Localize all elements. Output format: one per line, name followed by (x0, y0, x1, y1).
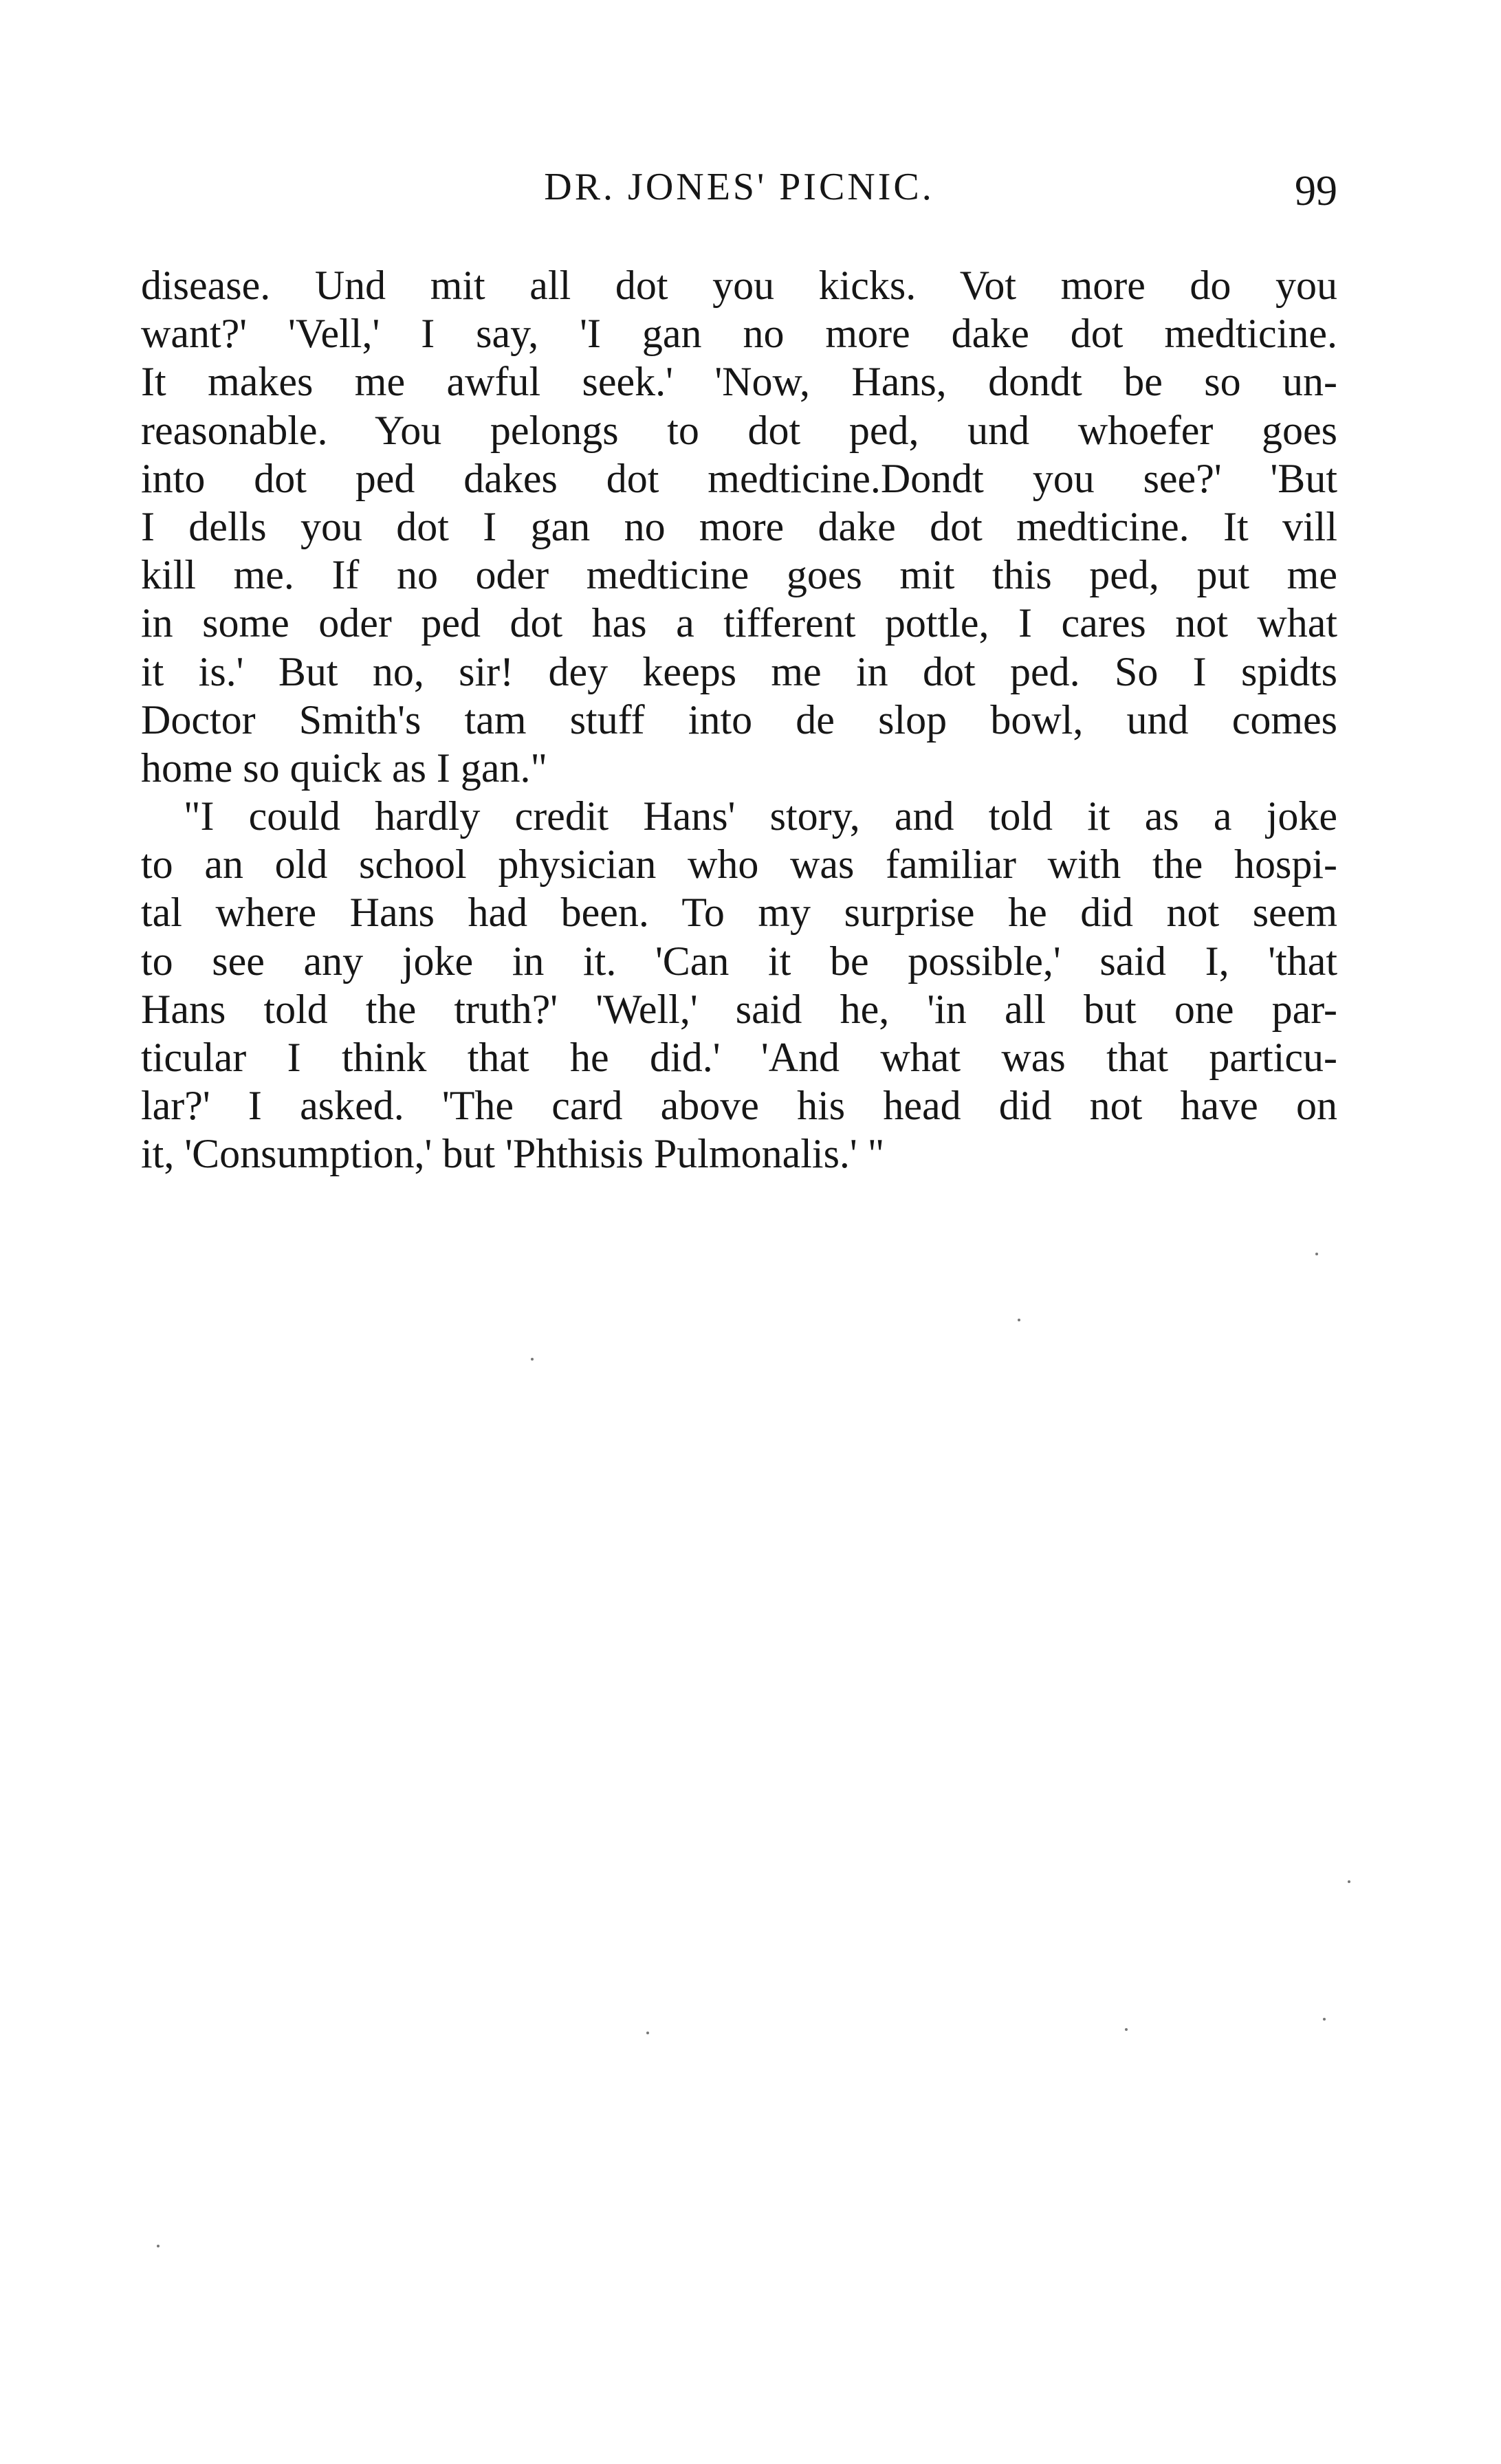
scan-speck (157, 2245, 160, 2247)
text-line: ticular I think that he did.' 'And what was that particu- (141, 1035, 1337, 1080)
text-line: Doctor Smith's tam stuff into de slop bowl, und comes (141, 696, 1337, 742)
scan-speck (1018, 1319, 1020, 1321)
running-title: DR. JONES' PICNIC. (544, 166, 934, 208)
text-line: It makes me awful seek.' 'Now, Hans, dondt be so un- (141, 359, 1337, 405)
text-line: "I could hardly credit Hans' story, and told it as a joke (184, 793, 1337, 839)
text-line: want?' 'Vell,' I say, 'I gan no more dake dot medticine. (141, 311, 1337, 357)
text-line: in some oder ped dot has a tifferent pottle, I cares not what (141, 600, 1337, 646)
text-line: into dot ped dakes dot medticine.Dondt you see?' 'But (141, 455, 1337, 501)
scan-speck (1315, 1253, 1318, 1255)
text-line: I dells you dot I gan no more dake dot medticine. It vill (141, 503, 1337, 549)
text-line: kill me. If no oder medticine goes mit this ped, put me (141, 552, 1337, 598)
text-line: it is.' But no, sir! dey keeps me in dot ped. So I spidts (141, 648, 1337, 694)
text-line: Hans told the truth?' 'Well,' said he, 'in all but one par- (141, 986, 1337, 1032)
page-number: 99 (1295, 168, 1337, 214)
paragraph-continued (141, 261, 1337, 792)
scan-speck (646, 2032, 649, 2034)
text-line: tal where Hans had been. To my surprise he did not seem (141, 890, 1337, 936)
scan-speck (1323, 2018, 1326, 2021)
paragraph (141, 792, 1337, 1178)
text-line: home so quick as I gan." (141, 745, 548, 791)
text-line: disease. Und mit all dot you kicks. Vot more do you (141, 263, 1337, 308)
text-line: lar?' I asked. 'The card above his head did not have on (141, 1083, 1337, 1129)
page-header (141, 160, 1337, 214)
scan-speck (1348, 1880, 1350, 1883)
body-text (141, 261, 1337, 1178)
scan-speck (1125, 2028, 1128, 2031)
text-line: to see any joke in it. 'Can it be possible,' said I, 'that (141, 938, 1337, 984)
scan-speck (531, 1358, 534, 1361)
text-line: to an old school physician who was familiar with the hospi- (141, 842, 1337, 888)
text-line: it, 'Consumption,' but 'Phthisis Pulmonalis.' " (141, 1131, 885, 1177)
text-line: reasonable. You pelongs to dot ped, und whoefer goes (141, 407, 1337, 453)
